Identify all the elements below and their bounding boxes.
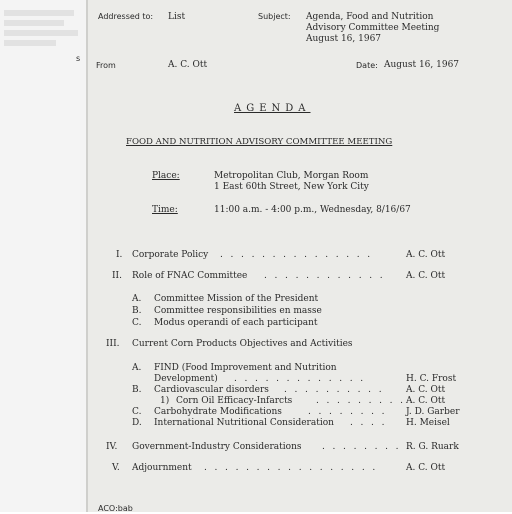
place-line-2: 1 East 60th Street, New York City — [214, 182, 369, 192]
item-1-num: I. — [116, 250, 123, 260]
margin-note: s — [76, 54, 81, 63]
item-3a-dots: . . . . . . . . . . . . . — [234, 374, 366, 384]
item-2c-text: Modus operandi of each participant — [154, 318, 318, 328]
addressed-value: List — [168, 12, 186, 22]
item-3b-person: A. C. Ott — [406, 385, 446, 395]
item-3d-num: D. — [132, 418, 142, 428]
footer-initials: ACO:bab — [98, 504, 133, 513]
item-3c-person: J. D. Garber — [406, 407, 460, 417]
item-1-person: A. C. Ott — [406, 250, 446, 260]
item-4-dots: . . . . . . . . . — [322, 442, 412, 452]
item-2-num: II. — [112, 271, 122, 281]
item-2b-num: B. — [132, 306, 142, 316]
item-1-dots: . . . . . . . . . . . . . . . — [220, 250, 373, 260]
item-3c-dots: . . . . . . . . — [308, 407, 387, 417]
subject-label: Subject: — [258, 12, 291, 21]
item-2c-num: C. — [132, 318, 142, 328]
item-3a-num: A. — [132, 363, 142, 373]
item-3b1-num: 1) — [160, 396, 170, 406]
time-label: Time: — [152, 205, 178, 215]
item-3b-num: B. — [132, 385, 142, 395]
item-2-text: Role of FNAC Committee — [132, 271, 248, 281]
subject-line-2: Advisory Committee Meeting — [306, 23, 440, 33]
item-3d-dots: . . . . — [350, 418, 387, 428]
item-5-dots: . . . . . . . . . . . . . . . . . — [204, 463, 378, 473]
place-line-1: Metropolitan Club, Morgan Room — [214, 171, 369, 181]
item-3-text: Current Corn Products Objectives and Activities — [132, 339, 353, 349]
memo-page — [86, 0, 512, 512]
from-label: From — [96, 61, 116, 70]
item-3d-person: H. Meisel — [406, 418, 450, 428]
item-3a-text: FIND (Food Improvement and Nutrition — [154, 363, 337, 373]
scan-margin — [0, 0, 86, 512]
addressed-label: Addressed to: — [98, 12, 154, 21]
item-3-num: III. — [106, 339, 120, 349]
item-2a-text: Committee Mission of the President — [154, 294, 319, 304]
time-value: 11:00 a.m. - 4:00 p.m., Wednesday, 8/16/67 — [214, 205, 411, 215]
item-5-person: A. C. Ott — [406, 463, 446, 473]
agenda-title: AGENDA — [234, 103, 311, 114]
item-2b-text: Committee responsibilities en masse — [154, 306, 322, 316]
item-3b-dots: . . . . . . . . . . — [284, 385, 384, 395]
item-2-person: A. C. Ott — [406, 271, 446, 281]
item-4-text: Government-Industry Considerations — [132, 442, 302, 452]
item-3b1-text: Corn Oil Efficacy-Infarcts — [176, 396, 293, 406]
meeting-title: FOOD AND NUTRITION ADVISORY COMMITTEE MEETING — [126, 137, 393, 147]
place-label: Place: — [152, 171, 180, 181]
item-3a-text-cont: Development) — [154, 374, 218, 384]
item-3a-person: H. C. Frost — [406, 374, 457, 384]
date-value: August 16, 1967 — [384, 60, 460, 70]
item-3b1-person: A. C. Ott — [406, 396, 446, 406]
item-1-text: Corporate Policy — [132, 250, 209, 260]
item-3c-text: Carbohydrate Modifications — [154, 407, 282, 417]
date-label: Date: — [356, 61, 378, 70]
item-3b-text: Cardiovascular disorders — [154, 385, 269, 395]
item-3c-num: C. — [132, 407, 142, 417]
item-2a-num: A. — [132, 294, 142, 304]
item-4-num: IV. — [106, 442, 118, 452]
item-2-dots: . . . . . . . . . . . . — [264, 271, 385, 281]
item-5-text: Adjournment — [132, 463, 192, 473]
item-3d-text: International Nutritional Consideration — [154, 418, 334, 428]
item-5-num: V. — [112, 463, 120, 473]
item-4-person: R. G. Ruark — [406, 442, 459, 452]
subject-line-1: Agenda, Food and Nutrition — [306, 12, 434, 22]
from-value: A. C. Ott — [168, 60, 208, 70]
subject-line-3: August 16, 1967 — [306, 34, 382, 44]
item-3b1-dots: . . . . . . . . . — [316, 396, 406, 406]
